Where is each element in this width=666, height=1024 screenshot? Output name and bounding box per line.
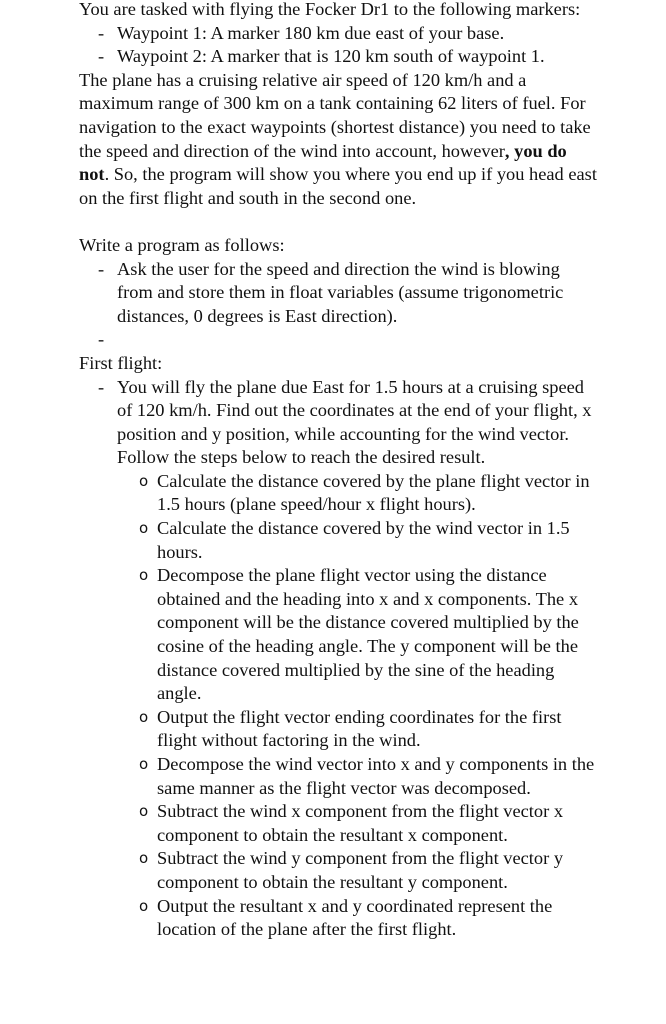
- step-text: Output the flight vector ending coordinates for the first flight without factoring in the wind.: [157, 706, 562, 751]
- dash-bullet: -: [98, 376, 105, 397]
- step-text: Calculate the distance covered by the plane flight vector in 1.5 hours (plane speed/hour x flight hours).: [157, 470, 590, 515]
- circle-bullet-icon: o: [139, 519, 149, 538]
- circle-bullet-icon: o: [139, 566, 149, 585]
- step-text: Subtract the wind x component from the flight vector x component to obtain the resultant x component.: [157, 801, 564, 845]
- dash-bullet: -: [98, 329, 105, 350]
- dash-bullet: -: [98, 22, 105, 43]
- first-flight-instruction-text: You will fly the plane due East for 1.5 hours at a cruising speed of 120 km/h. Find out the coordinates at the end of your flight, x position and y position, while accounting for the wind vector. Follow the steps below to reach the desired result.: [117, 376, 592, 468]
- step-text: Decompose the plane flight vector using the distance obtained and the heading into x and x components. The x component will be the distance covered multiplied by the cosine of the heading angle. The y component will be the distance covered multiplied by the sine of the heading angle.: [157, 565, 579, 704]
- circle-bullet-icon: o: [139, 755, 149, 773]
- step-text: Decompose the wind vector into x and y components in the same manner as the flight vector was decomposed.: [157, 754, 595, 798]
- program-heading: Write a program as follows:: [79, 234, 285, 255]
- program-step-1: [79, 258, 599, 329]
- dash-bullet: -: [98, 258, 105, 279]
- step-text: Subtract the wind y component from the flight vector y component to obtain the resultant y component.: [157, 848, 564, 892]
- list-item: [79, 564, 599, 706]
- circle-bullet-icon: o: [139, 896, 149, 915]
- intro-paragraph-end: . So, the program will show you where you end up if you head east on the first flight and south in the second one.: [79, 164, 597, 208]
- list-item: [79, 800, 599, 847]
- step-text: Output the resultant x and y coordinated represent the location of the plane after the first flight.: [157, 895, 553, 940]
- document-page: [79, 0, 599, 942]
- circle-bullet-icon: o: [139, 471, 149, 490]
- list-item: [79, 753, 599, 800]
- first-flight-heading: First flight:: [79, 352, 163, 373]
- list-item: [79, 517, 599, 564]
- waypoint-1-item: [79, 22, 599, 46]
- program-step-1-text: Ask the user for the speed and direction the wind is blowing from and store them in float variables (assume trigonometric distances, 0 degrees is East direction).: [117, 258, 564, 326]
- list-item: [79, 895, 599, 942]
- waypoint-2-text: Waypoint 2: A marker that is 120 km south of waypoint 1.: [117, 46, 545, 67]
- list-item: [79, 470, 599, 517]
- intro-line: You are tasked with flying the Focker Dr1 to the following markers:: [79, 0, 581, 19]
- intro-paragraph-start: The plane has a cruising relative air speed of 120 km/h and a maximum range of 300 km on a tank containing 62 liters of fuel. For navigation to the exact waypoints (shortest distance) you need to take the speed and direction of the wind into account, however: [79, 69, 591, 161]
- step-text: Calculate the distance covered by the wind vector in 1.5 hours.: [157, 518, 570, 562]
- circle-bullet-icon: o: [139, 707, 149, 726]
- waypoint-1-text: Waypoint 1: A marker 180 km due east of your base.: [117, 22, 505, 43]
- program-empty-step: [79, 328, 599, 352]
- circle-bullet-icon: o: [139, 849, 149, 868]
- waypoint-2-item: [79, 45, 599, 69]
- list-item: [79, 847, 599, 894]
- circle-bullet-icon: o: [139, 802, 149, 821]
- intro-paragraph: [79, 69, 599, 211]
- list-item: [79, 706, 599, 753]
- dash-bullet: -: [98, 46, 105, 67]
- bold-emphasis: , you do not: [79, 140, 567, 185]
- first-flight-steps: [79, 470, 599, 942]
- first-flight-instruction: [79, 376, 599, 470]
- spacer: [79, 210, 599, 234]
